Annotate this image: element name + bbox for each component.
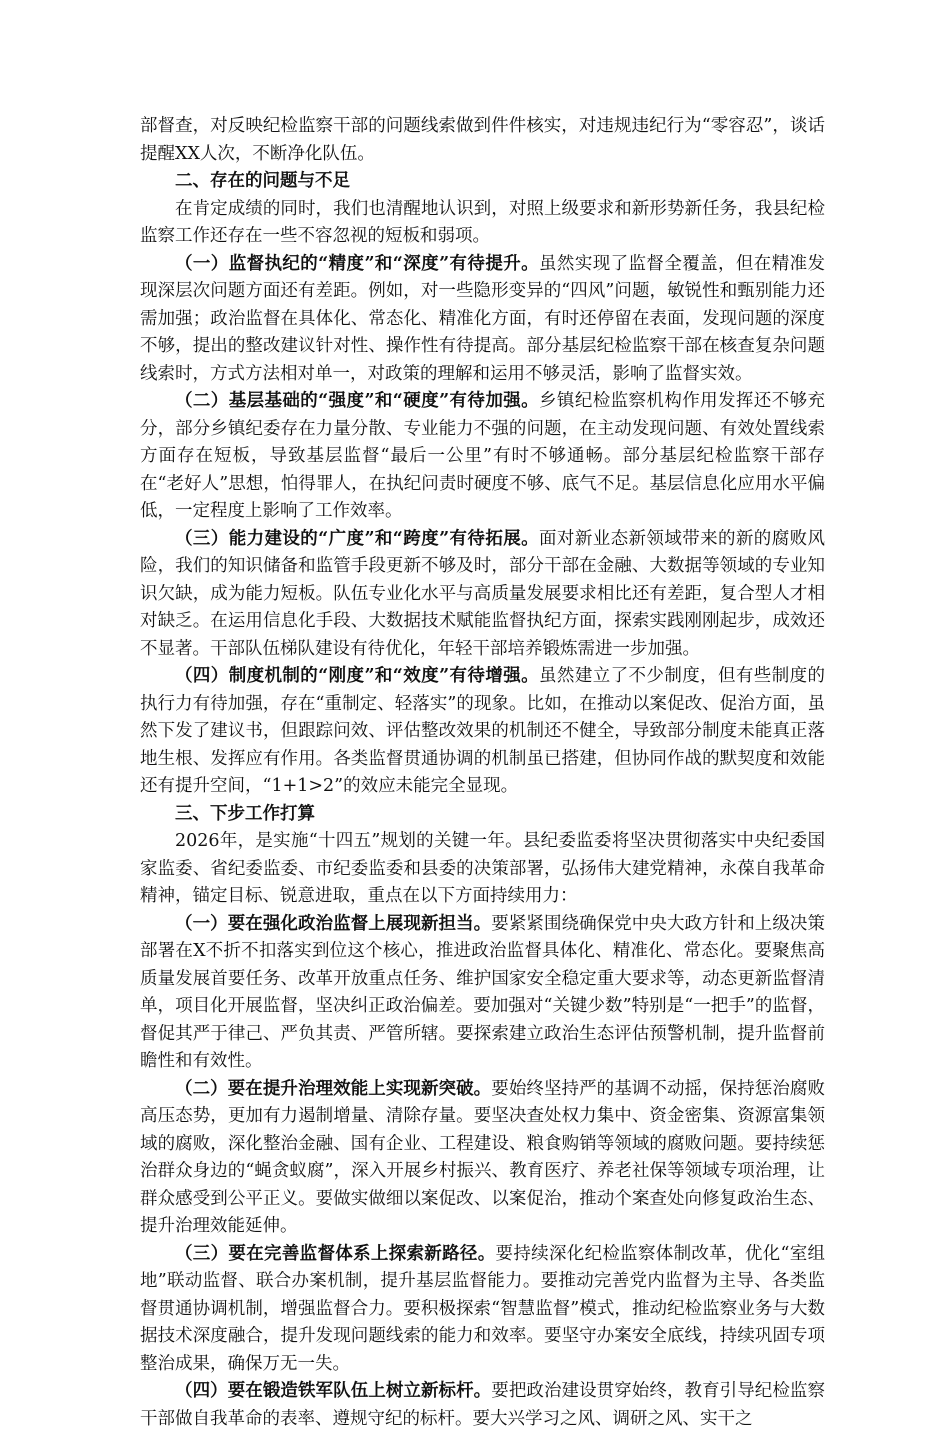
problem-paragraph-4 [140, 663, 825, 801]
plan-body-4: 要把政治建设贯穿始终，教育引导纪检监察干部做自我革命的表率、遵规守纪的标杆。要大兴学习之风、调研之风、实干之 [140, 1381, 825, 1429]
plan-lead-3: （三）要在完善监督体系上探索新路径。 [175, 1243, 496, 1264]
problem-lead-3: （三）能力建设的“广度”和“跨度”有待拓展。 [175, 528, 540, 549]
problem-lead-1: （一）监督执纪的“精度”和“深度”有待提升。 [175, 253, 540, 274]
plan-paragraph-1 [140, 911, 825, 1076]
plan-paragraph-2 [140, 1076, 825, 1241]
problem-paragraph-2 [140, 388, 825, 526]
problem-lead-2: （二）基层基础的“强度”和“硬度”有待加强。 [175, 391, 540, 411]
problem-body-4: 虽然建立了不少制度，但有些制度的执行力有待加强，存在“重制定、轻落实”的现象。比如，在推动以案促改、促治方面，虽然下发了建议书，但跟踪问效、评估整改效果的机制还不健全，导致部分制度未能真正落地生根、发挥应有作用。各类监督贯通协调的机制虽已搭建，但协同作战的默契度和效能还有提升空间，“1+1>2”的效应未能完全显现。 [140, 666, 826, 796]
section3-intro-paragraph: 2026年，是实施“十四五”规划的关键一年。县纪委监委将坚决贯彻落实中央纪委国家监委、省纪委监委、市纪委监委和县委的决策部署，弘扬伟大建党精神，永葆自我革命精神，锚定目标、锐意进取，重点在以下方面持续用力： [140, 831, 825, 906]
problem-body-1: 虽然实现了监督全覆盖，但在精准发现深层次问题方面还有差距。例如，对一些隐形变异的“四风”问题，敏锐性和甄别能力还需加强；政治监督在具体化、常态化、精准化方面，有时还停留在表面，发现问题的深度不够，提出的整改建议针对性、操作性有待提高。部分基层纪检监察干部在核查复杂问题线索时，方式方法相对单一，对政策的理解和运用不够灵活，影响了监督实效。 [140, 253, 826, 384]
plan-paragraph-4 [140, 1378, 825, 1433]
problem-body-2: 乡镇纪检监察机构作用发挥还不够充分，部分乡镇纪委存在力量分散、专业能力不强的问题，在主动发现问题、有效处置线索方面存在短板，导致基层监督“最后一公里”有时不够通畅。部分基层纪检监察干部存在“老好人”思想，怕得罪人，在执纪问责时硬度不够、底气不足。基层信息化应用水平偏低，一定程度上影响了工作效率。 [140, 391, 826, 521]
plan-lead-4: （四）要在锻造铁军队伍上树立新标杆。 [175, 1381, 492, 1401]
problem-body-3: 面对新业态新领域带来的新的腐败风险，我们的知识储备和监管手段更新不够及时，部分干部在金融、大数据等领域的专业知识欠缺，成为能力短板。队伍专业化水平与高质量发展要求相比还有差距，复合型人才相对缺乏。在运用信息化手段、大数据技术赋能监督执纪方面，探索实践刚刚起步，成效还不显著。干部队伍梯队建设有待优化，年轻干部培养锻炼需进一步加强。 [140, 528, 826, 659]
problem-paragraph-1 [140, 251, 825, 389]
problem-lead-4: （四）制度机制的“刚度”和“效度”有待增强。 [175, 666, 540, 686]
problem-paragraph-3 [140, 526, 825, 664]
section2-intro-paragraph: 在肯定成绩的同时，我们也清醒地认识到，对照上级要求和新形势新任务，我县纪检监察工作还存在一些不容忽视的短板和弱项。 [140, 198, 825, 246]
section3-heading: 三、下步工作打算 [175, 803, 315, 824]
plan-body-1: 要紧紧围绕确保党中央大政方针和上级决策部署在X不折不扣落实到位这个核心，推进政治监督具体化、精准化、常态化。要聚焦高质量发展首要任务、改革开放重点任务、维护国家安全稳定重大要求等，动态更新监督清单，项目化开展监督，坚决纠正政治偏差。要加强对“关键少数”特别是“一把手”的监督，督促其严于律己、严负其责、严管所辖。要探索建立政治生态评估预警机制，提升监督前瞻性和有效性。 [140, 913, 825, 1071]
section2-heading: 二、存在的问题与不足 [175, 171, 350, 191]
plan-lead-2: （二）要在提升治理效能上实现新突破。 [175, 1078, 492, 1099]
plan-paragraph-3 [140, 1241, 825, 1379]
section1-tail-paragraph: 部督查，对反映纪检监察干部的问题线索做到件件核实，对违规违纪行为“零容忍”，谈话提醒XX人次，不断净化队伍。 [140, 116, 825, 164]
plan-body-3: 要持续深化纪检监察体制改革，优化“室组地”联动监督、联合办案机制，提升基层监督能力。要推动完善党内监督为主导、各类监督贯通协调机制，增强监督合力。要积极探索“智慧监督”模式，推动纪检监察业务与大数据技术深度融合，提升发现问题线索的能力和效率。要坚守办案安全底线，持续巩固专项整治成果，确保万无一失。 [140, 1243, 825, 1374]
plan-body-2: 要始终坚持严的基调不动摇，保持惩治腐败高压态势，更加有力遏制增量、清除存量。要坚决查处权力集中、资金密集、资源富集领域的腐败，深化整治金融、国有企业、工程建设、粮食购销等领域的腐败问题。要持续惩治群众身边的“蝇贪蚁腐”，深入开展乡村振兴、教育医疗、养老社保等领域专项治理，让群众感受到公平正义。要做实做细以案促改、以案促治，推动个案查处向修复政治生态、提升治理效能延伸。 [140, 1078, 825, 1236]
plan-lead-1: （一）要在强化政治监督上展现新担当。 [175, 913, 492, 934]
